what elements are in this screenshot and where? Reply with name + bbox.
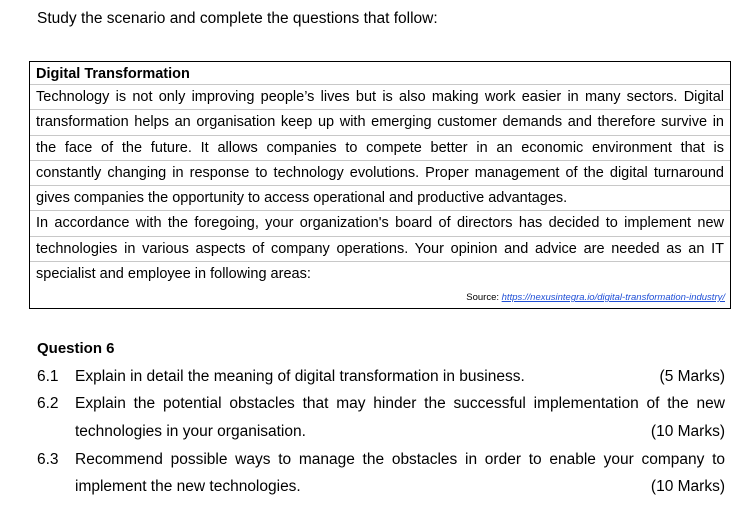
source-label: Source: bbox=[466, 292, 499, 303]
question-text: Explain in detail the meaning of digital transformation in business. bbox=[75, 368, 525, 385]
scenario-line: technologies in various aspects of company operations. Your opinion and advice are needed as an IT bbox=[30, 237, 730, 262]
intro-instruction: Study the scenario and complete the questions that follow: bbox=[37, 10, 438, 27]
source-citation bbox=[466, 292, 725, 304]
question-heading: Question 6 bbox=[37, 340, 115, 357]
question-text: Explain the potential obstacles that may hinder the successful implementation of the new bbox=[75, 395, 725, 412]
question-marks: (10 Marks) bbox=[650, 478, 725, 495]
scenario-body bbox=[30, 84, 730, 287]
question-number: 6.2 bbox=[37, 395, 59, 412]
question-marks: (10 Marks) bbox=[650, 423, 725, 440]
scenario-line: transformation helps an organisation keep up with emerging customer demands and therefore survive in bbox=[30, 110, 730, 135]
scenario-line: gives companies the opportunity to access operational and productive advantages. bbox=[30, 186, 730, 211]
scenario-line: specialist and employee in following areas: bbox=[36, 266, 311, 283]
scenario-line: the face of the future. It allows companies to compete better in an economic environment that is bbox=[30, 136, 730, 161]
source-link[interactable]: https://nexusintegra.io/digital-transformation-industry/ bbox=[501, 292, 725, 303]
question-text: Recommend possible ways to manage the obstacles in order to enable your company to bbox=[75, 451, 725, 468]
question-marks: (5 Marks) bbox=[659, 368, 725, 385]
question-number: 6.3 bbox=[37, 451, 59, 468]
question-text: implement the new technologies. bbox=[75, 478, 301, 495]
question-number: 6.1 bbox=[37, 368, 59, 385]
scenario-line: Technology is not only improving people’s lives but is also making work easier in many sectors. Digital bbox=[30, 85, 730, 110]
scenario-box bbox=[29, 61, 731, 309]
scenario-title: Digital Transformation bbox=[36, 66, 190, 82]
question-text: technologies in your organisation. bbox=[75, 423, 306, 440]
scenario-line: In accordance with the foregoing, your organization's board of directors has decided to implement new bbox=[30, 211, 730, 236]
scenario-line: constantly changing in response to technology evolutions. Proper management of the digital turnaround bbox=[30, 161, 730, 186]
